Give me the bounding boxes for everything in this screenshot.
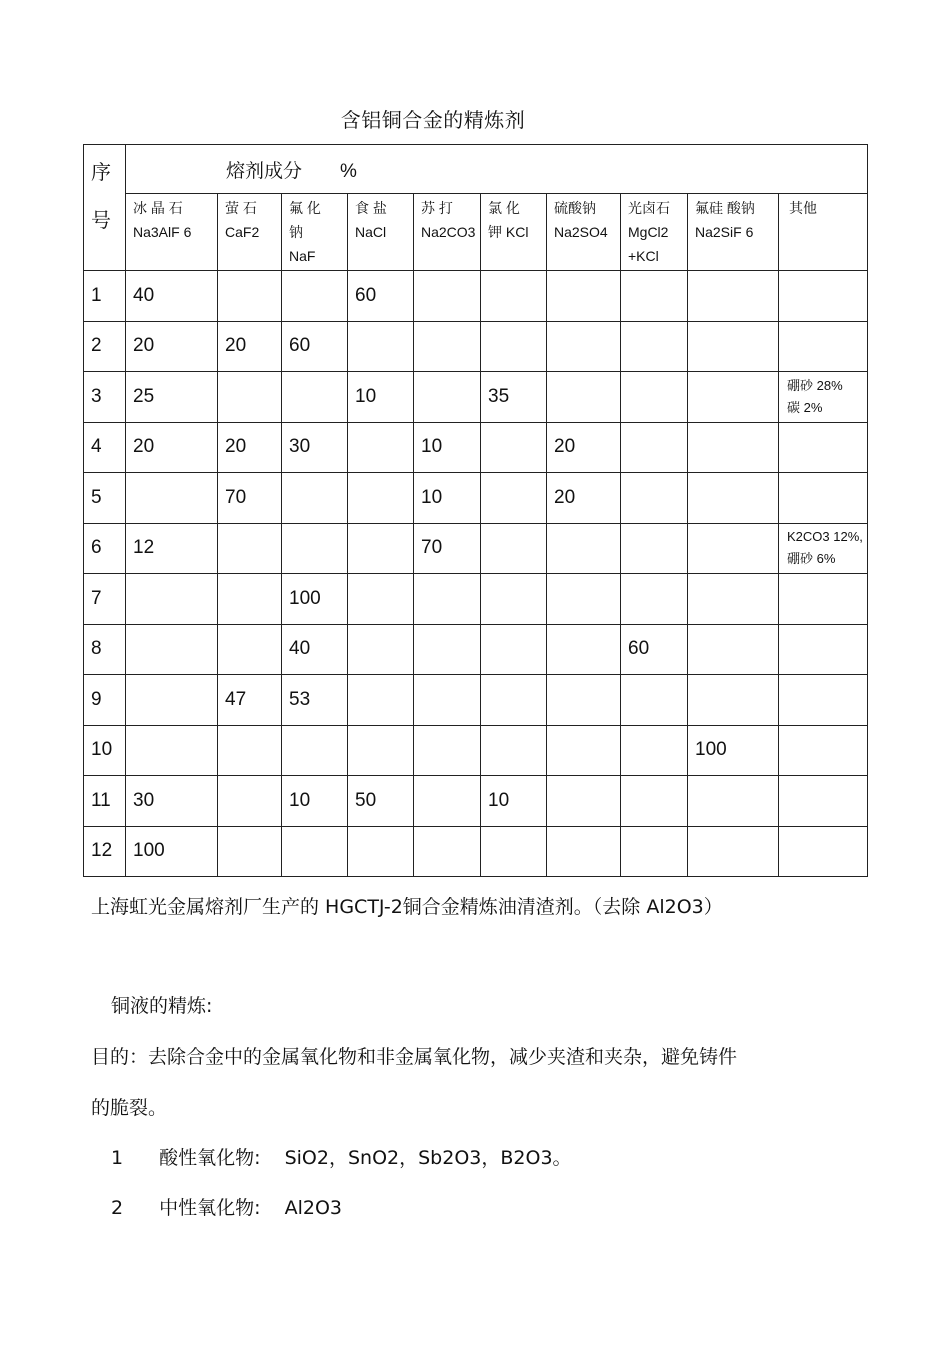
- row-number: 6: [84, 523, 126, 574]
- table-cell: [688, 826, 779, 877]
- column-header-line: Na2SO4: [554, 224, 608, 240]
- row-number: 4: [84, 422, 126, 473]
- table-cell: [547, 574, 621, 625]
- table-cell: [779, 776, 868, 827]
- table-cell: [282, 523, 348, 574]
- table-cell: 40: [126, 271, 218, 322]
- list-items: Al2O3: [284, 1197, 343, 1219]
- table-cell: [126, 675, 218, 726]
- table-cell: [621, 574, 688, 625]
- column-header: [621, 194, 688, 271]
- other-cell: [779, 523, 868, 574]
- list-label: 中性氧化物:: [159, 1197, 261, 1219]
- table-cell: 20: [218, 422, 282, 473]
- table-cell: 70: [414, 523, 481, 574]
- table-cell: [621, 422, 688, 473]
- other-cell-line: 碳 2%: [787, 399, 823, 415]
- table-cell: [688, 372, 779, 423]
- table-cell: [348, 574, 414, 625]
- composition-header: [126, 145, 868, 194]
- table-cell: [621, 826, 688, 877]
- column-header-line: 氟 化: [289, 200, 321, 216]
- column-header-line: 其他: [789, 200, 817, 216]
- row-number: 5: [84, 473, 126, 524]
- table-cell: [779, 675, 868, 726]
- table-cell: 60: [348, 271, 414, 322]
- table-cell: [414, 624, 481, 675]
- table-cell: [481, 523, 547, 574]
- table-cell: [218, 271, 282, 322]
- table-cell: [218, 624, 282, 675]
- table-row: [84, 675, 868, 726]
- table-cell: 30: [126, 776, 218, 827]
- table-cell: [547, 321, 621, 372]
- table-cell: [414, 675, 481, 726]
- column-header-line: NaF: [289, 248, 316, 264]
- table-cell: 60: [621, 624, 688, 675]
- column-header: [414, 194, 481, 271]
- table-cell: [481, 725, 547, 776]
- table-cell: [779, 624, 868, 675]
- column-header-line: 苏 打: [421, 200, 453, 216]
- table-cell: [481, 473, 547, 524]
- table-cell: [414, 776, 481, 827]
- table-cell: [779, 473, 868, 524]
- table-cell: [547, 624, 621, 675]
- other-cell-line: K2CO3 12%,: [787, 529, 863, 545]
- table-cell: 10: [414, 422, 481, 473]
- table-header-row: [84, 145, 868, 194]
- column-header: [481, 194, 547, 271]
- table-cell: [688, 523, 779, 574]
- table-cell: 100: [282, 574, 348, 625]
- table-cell: [282, 826, 348, 877]
- column-header: [779, 194, 868, 271]
- table-cell: 20: [218, 321, 282, 372]
- column-header: [218, 194, 282, 271]
- table-cell: 30: [282, 422, 348, 473]
- table-row: [84, 826, 868, 877]
- table-cell: [126, 624, 218, 675]
- table-cell: 50: [348, 776, 414, 827]
- table-cell: [621, 725, 688, 776]
- table-cell: [282, 473, 348, 524]
- table-cell: 10: [481, 776, 547, 827]
- table-row: [84, 372, 868, 423]
- table-cell: [621, 523, 688, 574]
- table-row: [84, 321, 868, 372]
- table-cell: [481, 321, 547, 372]
- table-cell: 100: [126, 826, 218, 877]
- table-cell: [688, 321, 779, 372]
- table-cell: [481, 826, 547, 877]
- table-cell: [126, 725, 218, 776]
- table-cell: [779, 826, 868, 877]
- list-item-1: [111, 1143, 572, 1170]
- table-cell: [218, 725, 282, 776]
- table-cell: [688, 624, 779, 675]
- column-header: [348, 194, 414, 271]
- column-header-line: +KCl: [628, 248, 659, 264]
- table-cell: [348, 321, 414, 372]
- column-header: [688, 194, 779, 271]
- table-cell: [621, 675, 688, 726]
- table-cell: [547, 523, 621, 574]
- table-row: [84, 574, 868, 625]
- table-cell: [779, 321, 868, 372]
- row-number: 7: [84, 574, 126, 625]
- seq-header: [84, 145, 126, 271]
- seq-header-line1: 序: [91, 162, 111, 184]
- column-header-line: 冰 晶 石: [133, 200, 183, 216]
- table-cell: [126, 574, 218, 625]
- flux-table: [83, 144, 868, 877]
- list-number: 1: [111, 1147, 124, 1169]
- table-cell: 47: [218, 675, 282, 726]
- table-row: [84, 776, 868, 827]
- list-number: 2: [111, 1197, 124, 1219]
- table-cell: [414, 321, 481, 372]
- column-header-line: MgCl2: [628, 224, 669, 240]
- table-cell: [688, 422, 779, 473]
- list-items: SiO2，SnO2，Sb2O3，B2O3。: [284, 1147, 572, 1169]
- table-cell: [218, 523, 282, 574]
- table-cell: [621, 473, 688, 524]
- column-header-line: 钠: [289, 224, 303, 240]
- column-header-line: Na2SiF 6: [695, 224, 754, 240]
- table-cell: [126, 473, 218, 524]
- table-cell: 100: [688, 725, 779, 776]
- table-row: [84, 624, 868, 675]
- table-cell: [348, 523, 414, 574]
- table-cell: 25: [126, 372, 218, 423]
- table-cell: 20: [547, 422, 621, 473]
- table-cell: [688, 473, 779, 524]
- table-cell: [481, 624, 547, 675]
- caption-text: 上海虹光金属熔剂厂生产的 HGCTJ-2铜合金精炼油清渣剂。（去除 Al2O3）: [91, 896, 723, 918]
- table-cell: 10: [414, 473, 481, 524]
- other-cell-line: 硼砂 28%: [787, 377, 843, 393]
- table-cell: [621, 372, 688, 423]
- section-title: 铜液的精炼:: [111, 995, 213, 1017]
- table-cell: [414, 372, 481, 423]
- seq-header-line2: 号: [91, 210, 111, 232]
- table-cell: 60: [282, 321, 348, 372]
- table-cell: [218, 826, 282, 877]
- other-cell: [779, 372, 868, 423]
- table-row: [84, 422, 868, 473]
- table-cell: [481, 271, 547, 322]
- column-header-line: 光卤石: [628, 200, 670, 216]
- column-header-line: 食 盐: [355, 200, 387, 216]
- table-cell: [414, 826, 481, 877]
- row-number: 8: [84, 624, 126, 675]
- column-header-line: NaCl: [355, 224, 387, 240]
- column-header-row: [84, 194, 868, 271]
- row-number: 1: [84, 271, 126, 322]
- table-cell: [779, 271, 868, 322]
- table-cell: [481, 675, 547, 726]
- column-header-line: Na3AlF 6: [133, 224, 192, 240]
- column-header-line: 萤 石: [225, 200, 257, 216]
- table-cell: [547, 776, 621, 827]
- table-cell: [621, 776, 688, 827]
- table-cell: [348, 725, 414, 776]
- column-header-line: Na2CO3: [421, 224, 476, 240]
- table-cell: [282, 372, 348, 423]
- column-header: [282, 194, 348, 271]
- table-cell: [481, 422, 547, 473]
- table-row: [84, 523, 868, 574]
- purpose-line-1: 目的：去除合金中的金属氧化物和非金属氧化物，减少夹渣和夹杂，避免铸件: [91, 1046, 738, 1068]
- table-cell: [688, 574, 779, 625]
- column-header: [126, 194, 218, 271]
- table-cell: [779, 725, 868, 776]
- list-item-2: [111, 1193, 342, 1220]
- table-cell: [282, 725, 348, 776]
- table-cell: [547, 725, 621, 776]
- table-cell: [414, 725, 481, 776]
- table-cell: [348, 675, 414, 726]
- column-header-line: CaF2: [225, 224, 260, 240]
- row-number: 9: [84, 675, 126, 726]
- table-cell: [348, 826, 414, 877]
- column-header-line: 硫酸钠: [554, 200, 596, 216]
- table-cell: [414, 271, 481, 322]
- table-cell: 35: [481, 372, 547, 423]
- table-cell: [547, 271, 621, 322]
- table-cell: 40: [282, 624, 348, 675]
- table-cell: 53: [282, 675, 348, 726]
- table-cell: [481, 574, 547, 625]
- column-header-line: 氟硅 酸钠: [695, 200, 755, 216]
- table-cell: 20: [547, 473, 621, 524]
- table-row: [84, 271, 868, 322]
- table-cell: [348, 624, 414, 675]
- table-cell: [547, 826, 621, 877]
- table-cell: 20: [126, 321, 218, 372]
- other-cell-line: 硼砂 6%: [787, 551, 836, 567]
- table-cell: 12: [126, 523, 218, 574]
- table-cell: [282, 271, 348, 322]
- table-cell: [218, 776, 282, 827]
- table-cell: [688, 675, 779, 726]
- column-header: [547, 194, 621, 271]
- column-header-line: 氯 化: [488, 200, 520, 216]
- table-cell: [779, 574, 868, 625]
- composition-label: 熔剂成分: [226, 160, 303, 182]
- row-number: 2: [84, 321, 126, 372]
- list-label: 酸性氧化物:: [159, 1147, 261, 1169]
- page-title: 含铝铜合金的精炼剂: [340, 108, 526, 132]
- table-row: [84, 473, 868, 524]
- table-cell: [218, 372, 282, 423]
- table-cell: 20: [126, 422, 218, 473]
- table-cell: [547, 675, 621, 726]
- purpose-line-2: 的脆裂。: [91, 1097, 168, 1119]
- table-cell: [688, 271, 779, 322]
- row-number: 11: [84, 776, 126, 827]
- table-cell: [348, 473, 414, 524]
- table-cell: [688, 776, 779, 827]
- table-cell: [348, 422, 414, 473]
- table-cell: [621, 271, 688, 322]
- table-cell: [621, 321, 688, 372]
- table-cell: [547, 372, 621, 423]
- table-row: [84, 725, 868, 776]
- table-cell: [414, 574, 481, 625]
- row-number: 10: [84, 725, 126, 776]
- table-cell: 10: [348, 372, 414, 423]
- table-cell: [779, 422, 868, 473]
- column-header-line: 钾 KCl: [488, 224, 529, 240]
- row-number: 12: [84, 826, 126, 877]
- percent-sign: %: [340, 160, 357, 182]
- row-number: 3: [84, 372, 126, 423]
- table-cell: 70: [218, 473, 282, 524]
- table-cell: [218, 574, 282, 625]
- table-cell: 10: [282, 776, 348, 827]
